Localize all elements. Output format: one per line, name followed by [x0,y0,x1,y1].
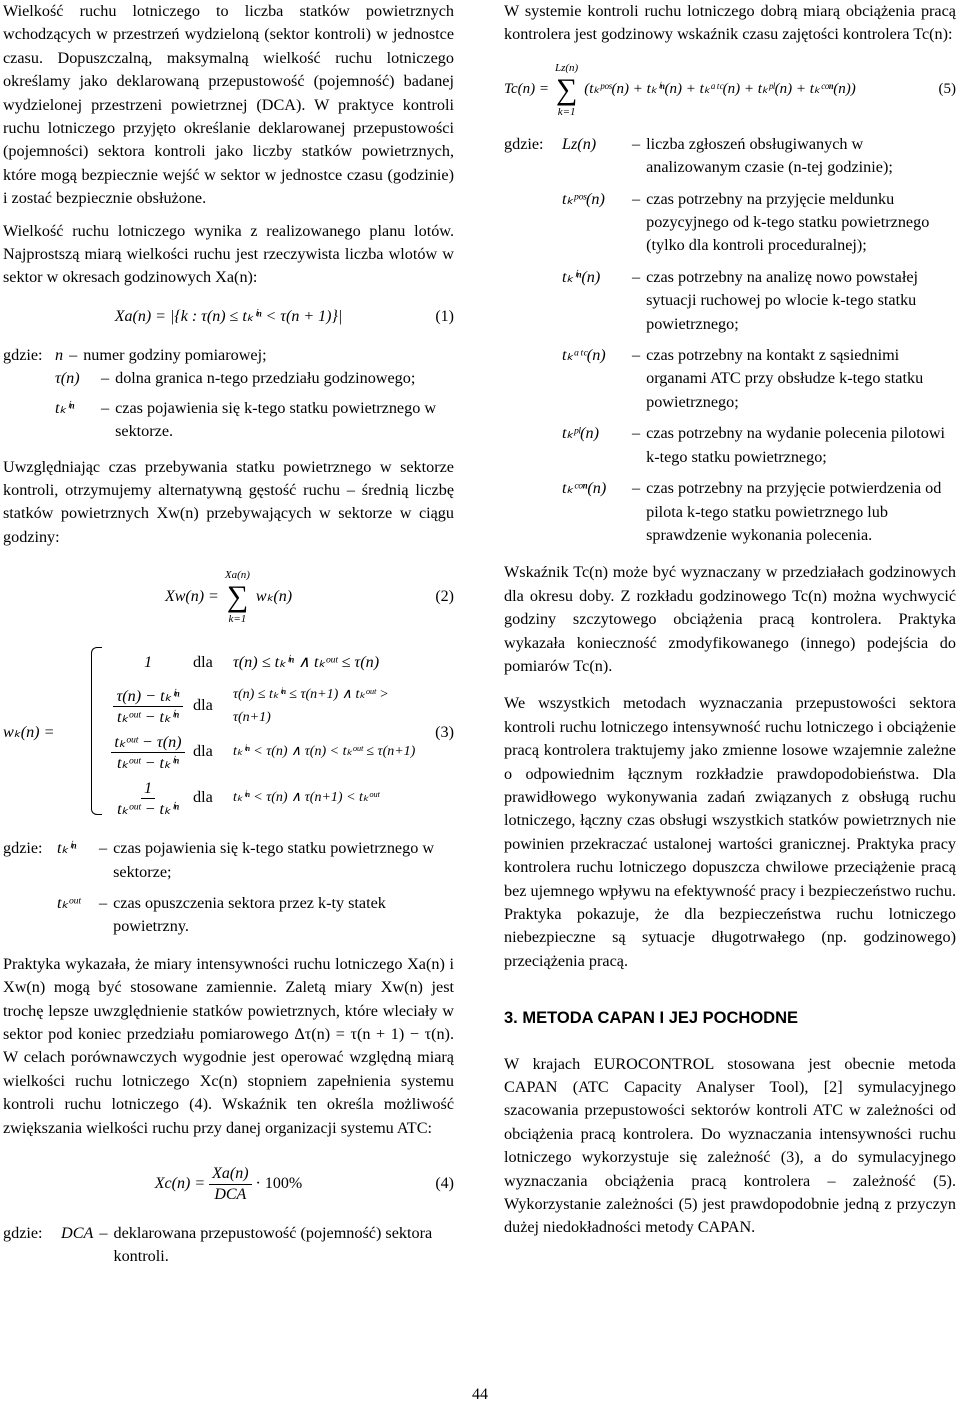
definition-dash: – [632,479,641,498]
case-row [103,775,424,821]
paragraph: W krajach EUROCONTROL stosowana jest obecnie metoda CAPAN (ATC Capacity Analyser Tool), [2] symulacyjnego szacowania przepustowości sektorów kontroli ATC w zależności od obciążenia pracą kontrolera. Do wyznaczania intensywności ruchu lotniczego wykorzystuje się zależność (3), a do symulacyjnego wyznaczania obciążenia pracą kontrolera – zależność (5). Wykorzystanie zależności (5) jest prawdopodobnie jedną z przyczyn dużej niedokładności metody CAPAN. [504,1054,956,1237]
definition-label: gdzie: [3,839,43,858]
definition-text: deklarowana przepustowość (pojemność) sektora kontroli. [113,1224,433,1266]
equation-lhs: Xw(n) = [164,588,219,606]
page-number: 44 [472,1386,488,1403]
fraction-numerator: Xa(n) [209,1164,251,1185]
definition-dash: – [99,893,108,912]
equation-lhs: Xc(n) = [154,1175,206,1193]
equation-2 [3,557,454,637]
equation-number: (4) [435,1175,454,1193]
definition-row [3,892,454,939]
case-row [103,643,424,683]
definition-symbol: tₖⁱⁿ [57,839,77,858]
definition-text: czas potrzebny na wydanie polecenia pilotowi k-tego statku powietrznego; [646,424,946,466]
definition-row [504,188,956,258]
definition-text: czas potrzebny na kontakt z sąsiednimi organami ATC przy obsłudze k-tego statku powietrznego; [646,346,924,411]
summation [555,61,578,119]
definition-row [3,397,454,444]
sigma-icon: ∑ [226,580,249,614]
definition-symbol: tₖᵖˡ(n) [562,424,600,443]
definition-symbol: n [55,345,64,364]
fraction: $\frac{1}{\text{tₖᵒᵘᵗ − tₖⁱⁿ}}$ [117,778,179,818]
equation-lhs: Tc(n) = [504,81,549,98]
definition-symbol: tₖᶜᵒⁿ(n) [562,479,607,498]
definition-symbol: tₖᵒᵘᵗ [57,893,81,912]
definition-text: czas potrzebny na analizę nowo powstałej sytuacji ruchowej po wlocie k-tego statku powietrznego; [646,267,919,333]
equation-number: (2) [435,588,454,606]
definition-row [3,837,454,884]
definition-symbol: tₖⁱⁿ [55,398,75,417]
definition-dash: – [632,424,641,443]
fraction [209,1164,251,1205]
equation-5 [504,47,956,133]
definition-row [3,367,454,390]
definition-dash: – [99,839,108,858]
case-condition: tₖⁱⁿ < τ(n) ∧ τ(n) < tₖᵒᵘᵗ ≤ τ(n+1) [233,744,416,760]
definitions-list [3,837,454,939]
definitions-list [504,133,956,548]
equation-lhs: wₖ(n) = [3,723,55,742]
equation-number: (1) [435,308,454,326]
definition-row [504,477,956,547]
definition-text: czas opuszczenia sektora przez k-ty statek powietrzny. [113,893,386,936]
definition-symbol: Lz(n) [562,134,597,153]
definition-dash: – [101,369,110,388]
definition-text: czas potrzebny na przyjęcie potwierdzenia od pilota k-tego statku powietrznego lub sprawdzenie wykonania polecenia. [646,479,942,544]
definition-row [3,344,454,367]
definition-label: gdzie: [3,345,43,364]
definition-label: gdzie: [504,134,544,153]
definition-text: czas pojawienia się k-tego statku powietrznego w sektorze. [115,398,437,441]
definition-symbol: tₖᵃᵗᶜ(n) [562,346,606,365]
definition-symbol: tₖⁱⁿ(n) [562,267,601,286]
paragraph: W systemie kontroli ruchu lotniczego dobrą miarą obciążenia pracą kontrolera jest godzinowy wskaźnik czasu zajętości kontrolera Tc(n): [504,2,956,44]
case-row [103,729,424,775]
definition-dash: – [69,345,78,364]
case-dla: dla [193,788,213,807]
definition-row [3,1222,454,1269]
case-condition: τ(n) ≤ tₖⁱⁿ ≤ τ(n+1) ∧ tₖᵒᵘᵗ > τ(n+1) [233,686,389,726]
left-brace [91,647,102,815]
fraction-denominator: DCA [214,1185,247,1203]
definition-label: gdzie: [3,1224,43,1242]
definitions-list [3,344,454,444]
summation-upper: Lz(n) [555,61,579,74]
definition-dash: – [632,134,641,153]
left-column [3,0,454,1269]
right-column [504,0,956,1240]
definition-dash: – [99,1224,108,1242]
definition-dash: – [632,189,641,208]
equation-tail: · 100% [255,1175,303,1193]
sigma-icon: ∑ [555,72,578,106]
summation-lower: k=1 [557,105,576,118]
case-condition: τ(n) ≤ tₖⁱⁿ ∧ tₖᵒᵘᵗ ≤ τ(n) [233,653,380,672]
definition-text: czas pojawienia się k-tego statku powietrznego w sektorze; [113,839,435,881]
equation-rhs: wₖ(n) [255,588,293,606]
equation-body: Xa(n) = |{k : τ(n) ≤ tₖⁱⁿ < τ(n + 1)}| [114,308,343,326]
definition-text: czas potrzebny na przyjęcie meldunku pozycyjnego od k-tego statku powietrznego (tylko dla kontroli proceduralnej); [646,189,930,255]
summation-upper: Xa(n) [224,569,250,582]
paragraph: Wskaźnik Tc(n) może być wyznaczany w przedziałach godzinowych dla okresu doby. Z rozkładu godzinowego Tc(n) można wychwycić godziny szczytowego obciążenia pracą kontrolera. Praktyka wykazała konieczność zmodyfikowanego (innego) podejścia do pomiarów Tc(n). [504,563,956,675]
definition-row [504,344,956,414]
case-value: 1 [143,653,153,672]
section-heading: 3. METODA CAPAN I JEJ POCHODNE [504,1009,798,1028]
fraction: $\frac{\text{τ(n) − tₖⁱⁿ}}{\text{tₖᵒᵘᵗ − tₖⁱⁿ}}$ [113,686,182,727]
summation [225,568,250,626]
equation-3 [3,643,454,819]
definition-symbol: DCA [61,1224,94,1242]
definition-text: dolna granica n-tego przedziału godzinowego; [115,369,416,388]
definition-dash: – [101,398,110,417]
equation-number: (3) [435,723,454,742]
case-dla: dla [193,742,213,761]
fraction: $\frac{\text{tₖᵒᵘᵗ − τ(n)}}{\text{tₖᵒᵘᵗ − tₖⁱⁿ}}$ [111,732,184,773]
paragraph: We wszystkich metodach wyznaczania przepustowości sektora kontroli ruchu lotniczego intensywność ruchu lotniczego i obciążenie pracą kontrolera traktujemy jako zmienne losowe wzajemnie zależne o odpowiednim łącznym rozkładzie prawdopodobieństwa. Dla prawidłowego wykonywania zadań związanych z obsługą ruchu lotniczego, łączny czas obsługi wszystkich statków powietrznych nie powinien przekraczać ustalonej wartości granicznej. Praktyka pracy kontrolera ruchu lotniczego dopuszcza chwilowe przeciążenie pracą bez ujemnego wpływu na efektywność pracy i bezpieczeństwo ruchu. Praktyka pokazuje, że dla bezpieczeństwa ruchu lotniczego niebezpieczne są sytuacje długotrwałego (np. godzinowego) przeciążenia pracą. [504,694,956,970]
paragraph: Wielkość ruchu lotniczego to liczba statków powietrznych wchodzących w przestrzeń wydzieloną (sektor kontroli) w jednostce czasu. Dopuszczalną, maksymalną wielkość ruchu lotniczego określamy jako deklarowaną przepustowość (pojemność) badanej wydzielonej przestrzeni powietrznej (DCA). W praktyce kontroli ruchu lotniczego przyjęto określanie deklarowanej przepustowości (pojemności) sektora kontroli jako liczby statków powietrznych, które mogą bezpiecznie wejść w sektor w jednostce czasu (godzinie) i zostać bezpiecznie obsłużone. [3,2,454,208]
definition-row [504,422,956,469]
definition-text: liczba zgłoszeń obsługiwanych w analizowanym czasie (n-tej godzinie); [646,134,893,177]
equation-4 [3,1146,454,1222]
definition-row [504,266,956,336]
paragraph: Praktyka wykazała, że miary intensywności ruchu lotniczego Xa(n) i Xw(n) mogą być stosowane zamiennie. Zaletą miary Xw(n) jest trochę lepsze uwzględnienie statków powietrznych, które wleciały w sektor pod koniec przedziału pomiarowego Δτ(n) = τ(n + 1) − τ(n). W celach porównawczych wygodnie jest operować względną miarą wielkości ruchu lotniczego Xc(n) stopniem zapełnienia systemu kontroli ruchu lotniczego (4). Wskaźnik ten określa możliwość zwiększania wielkości ruchu przy danej organizacji systemu ATC: [3,954,454,1137]
summation-lower: k=1 [228,613,247,626]
definition-dash: – [632,346,641,365]
paragraph: Uwzględniając czas przebywania statku powietrznego w sektorze kontroli, otrzymujemy alternatywną gęstość ruchu – średnią liczbę statków powietrznych Xw(n) przebywających w sektorze w ciągu godziny: [3,457,454,546]
definition-symbol: tₖᵖᵒˢ(n) [562,189,605,208]
definition-row [504,133,956,180]
definition-dash: – [632,267,641,286]
case-condition: tₖⁱⁿ < τ(n) ∧ τ(n+1) < tₖᵒᵘᵗ [233,790,380,806]
case-dla: dla [193,696,213,715]
equation-1 [3,290,454,344]
case-dla: dla [193,653,213,672]
definition-symbol: τ(n) [55,369,80,388]
equation-rhs: (tₖᵖᵒˢ(n) + tₖⁱⁿ(n) + tₖᵃᵗᶜ(n) + tₖᵖˡ(n) + tₖᶜᵒⁿ(n)) [584,81,856,98]
equation-number: (5) [938,81,956,98]
case-row [103,683,424,729]
paragraph: Wielkość ruchu lotniczego wynika z realizowanego planu lotów. Najprostszą miarą wielkości ruchu jest rzeczywista liczba wlotów w sektor w okresach godzinowych Xa(n): [3,221,454,287]
definition-text: numer godziny pomiarowej; [83,345,267,364]
definitions-list [3,1222,454,1269]
